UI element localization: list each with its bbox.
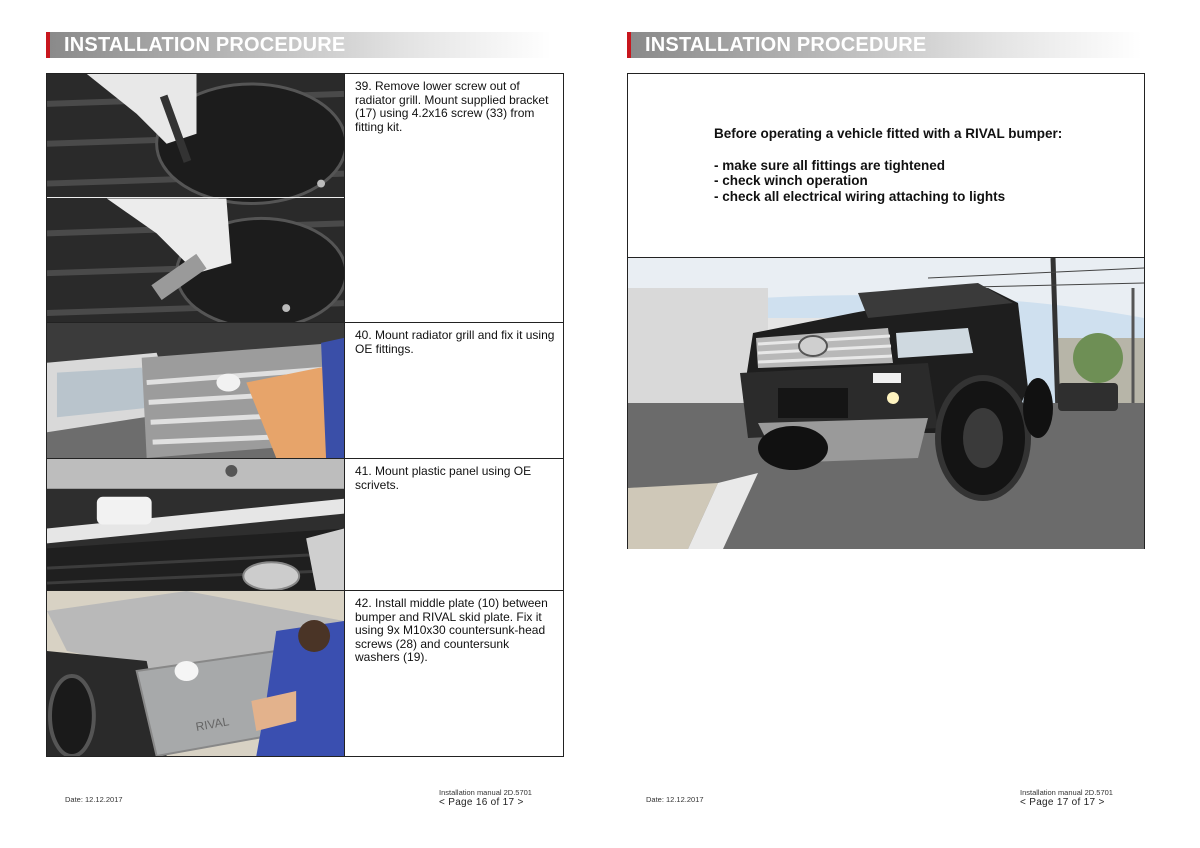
step-row <box>47 323 563 459</box>
step-40-text: 40. Mount radiator grill and fix it using OE fittings. <box>355 328 555 356</box>
final-checks-box <box>627 73 1145 549</box>
radiator-grill-photo <box>47 323 345 458</box>
step-39-text: 39. Remove lower screw out of radiator grill. Mount supplied bracket (17) using 4.2x16 screw (33) from fitting kit. <box>355 79 549 134</box>
footer-date: Date: 12.12.2017 <box>646 795 704 804</box>
notice-item: - make sure all fittings are tightened <box>714 157 946 173</box>
step-41-text: 41. Mount plastic panel using OE scrivets. <box>355 464 532 492</box>
step-row <box>47 74 563 323</box>
notice-title: Before operating a vehicle fitted with a RIVAL bumper: <box>714 126 1063 141</box>
svg-text:RIVAL: RIVAL <box>194 714 231 734</box>
truck-with-bumper-photo <box>628 257 1144 549</box>
footer-manual-ref: Installation manual 2D.5701 <box>439 788 532 797</box>
skid-plate-photo <box>47 591 345 756</box>
manual-page-17 <box>600 0 1200 848</box>
grill-bracket-photo <box>47 74 345 322</box>
footer-page-number: < Page 16 of 17 > <box>439 797 524 808</box>
step-row <box>47 459 563 591</box>
footer-page-number: < Page 17 of 17 > <box>1020 797 1105 808</box>
notice-item: - check winch operation <box>714 173 868 188</box>
page-header: INSTALLATION PROCEDURE <box>46 32 551 58</box>
footer-manual-ref: Installation manual 2D.5701 <box>1020 788 1113 797</box>
page-header: INSTALLATION PROCEDURE <box>627 32 1142 58</box>
step-42-text: 42. Install middle plate (10) between bumper and RIVAL skid plate. Fix it using 9x M10x30 countersunk-head screws (28) and countersunk washers (19). <box>355 596 548 664</box>
footer-date: Date: 12.12.2017 <box>65 795 123 804</box>
notice-block <box>714 126 1134 204</box>
plastic-panel-photo <box>47 459 345 590</box>
step-row <box>47 591 563 756</box>
notice-item: - check all electrical wiring attaching to lights <box>714 188 1006 204</box>
steps-table <box>46 73 564 757</box>
